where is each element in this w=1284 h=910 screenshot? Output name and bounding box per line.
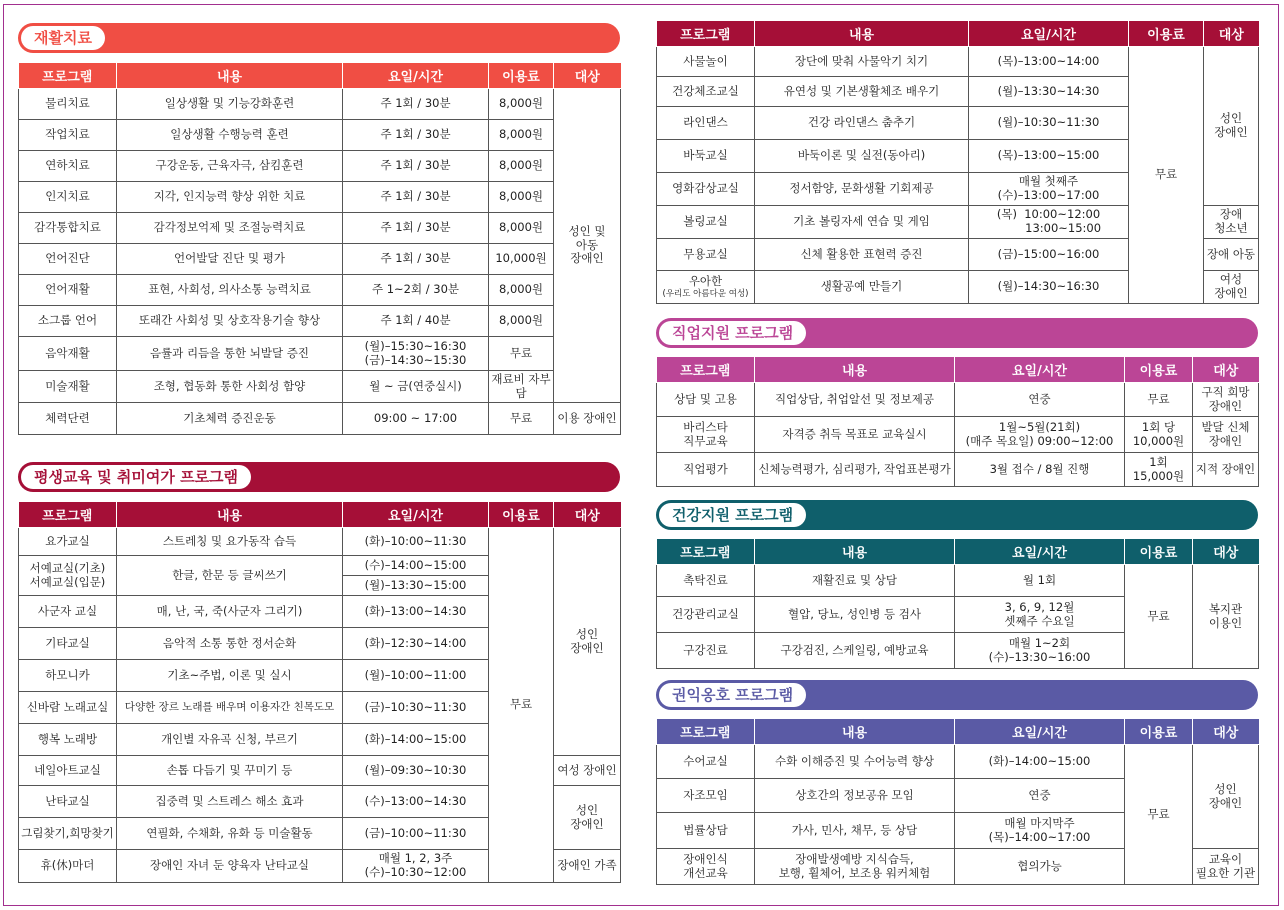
target-cell: 복지관 이용인 <box>1193 565 1259 669</box>
table-cell: (목)–13:00~15:00 <box>969 140 1129 173</box>
table-cell: 건강 라인댄스 춤추기 <box>755 107 969 140</box>
table-cell: 네일아트교실 <box>19 756 117 786</box>
table-cell: 유연성 및 기본생활체조 배우기 <box>755 77 969 107</box>
table-cell: 1회 당 10,000원 <box>1125 417 1193 453</box>
table-cell: 매월 마지막주 (목)–14:00~17:00 <box>955 813 1125 849</box>
table-cell: (화)–10:00~11:30 <box>343 528 489 556</box>
job-banner <box>656 318 1258 348</box>
table-cell: 수화 이해증진 및 수어능력 향상 <box>755 745 955 779</box>
col-header-target: 대상 <box>554 502 621 528</box>
health-title: 건강지원 프로그램 <box>659 503 806 527</box>
fee-cell: 무료 <box>1125 745 1193 885</box>
col-header-schedule: 요일/시간 <box>955 719 1125 745</box>
target-cell: 장애인 가족 <box>554 850 621 883</box>
table-cell: 주 1회 / 40분 <box>343 306 489 337</box>
table-cell: 언어재활 <box>19 275 117 306</box>
table-cell: 바둑교실 <box>657 140 755 173</box>
table-cell: 신체능력평가, 심리평가, 작업표본평가 <box>755 453 955 487</box>
table-cell: (목) 10:00~12:00 13:00~15:00 <box>969 206 1129 239</box>
table-cell: 재활진료 및 상담 <box>755 565 955 597</box>
table-cell: (월)–10:30~11:30 <box>969 107 1129 140</box>
col-header-content: 내용 <box>755 357 955 383</box>
table-cell: 요가교실 <box>19 528 117 556</box>
table-cell: 언어진단 <box>19 244 117 275</box>
table-cell: (화)–14:00~15:00 <box>343 724 489 756</box>
col-header-target: 대상 <box>1193 539 1259 565</box>
job-table <box>656 357 1259 487</box>
col-header-content: 내용 <box>755 21 969 47</box>
table-cell: 주 1~2회 / 30분 <box>343 275 489 306</box>
table-cell: 일상생활 및 기능강화훈련 <box>117 89 343 120</box>
table-cell: (월)–15:30~16:30 (금)–14:30~15:30 <box>343 337 489 371</box>
target-cell: 지적 장애인 <box>1193 453 1259 487</box>
table-cell: 8,000원 <box>489 89 554 120</box>
table-cell: (금)–15:00~16:00 <box>969 239 1129 271</box>
table-cell: 집중력 및 스트레스 해소 효과 <box>117 786 343 818</box>
table-cell: 직업상담, 취업알선 및 정보제공 <box>755 383 955 417</box>
table-cell: 다양한 장르 노래를 배우며 이용자간 친목도모 <box>117 692 343 724</box>
table-cell: 기초~주법, 이론 및 실시 <box>117 660 343 692</box>
table-cell: 장애인 자녀 둔 양육자 난타교실 <box>117 850 343 883</box>
rehab-table <box>18 63 621 435</box>
target-cell: 여성 장애인 <box>1204 271 1259 304</box>
table-cell: 8,000원 <box>489 120 554 151</box>
table-cell: 구강운동, 근육자극, 삼킴훈련 <box>117 151 343 182</box>
col-header-target: 대상 <box>1204 21 1259 47</box>
table-cell: 사물놀이 <box>657 47 755 77</box>
table-cell: 신바람 노래교실 <box>19 692 117 724</box>
target-cell: 장애 아동 <box>1204 239 1259 271</box>
table-cell: 주 1회 / 30분 <box>343 213 489 244</box>
table-cell: 장애발생예방 지식습득, 보행, 휠체어, 보조용 워커체험 <box>755 849 955 885</box>
table-cell: 바둑이론 및 실전(동아리) <box>755 140 969 173</box>
table-cell: 주 1회 / 30분 <box>343 151 489 182</box>
table-cell: 물리치료 <box>19 89 117 120</box>
table-cell: 법률상담 <box>657 813 755 849</box>
col-header-content: 내용 <box>755 719 955 745</box>
col-header-schedule: 요일/시간 <box>955 539 1125 565</box>
col-header-content: 내용 <box>117 63 343 89</box>
target-cell: 성인 장애인 <box>1193 745 1259 849</box>
col-header-program: 프로그램 <box>657 719 755 745</box>
table-cell: 재료비 자부담 <box>489 371 554 403</box>
table-cell: 일상생활 수행능력 훈련 <box>117 120 343 151</box>
table-cell: 구강검진, 스케일링, 예방교육 <box>755 633 955 669</box>
table-cell: 3, 6, 9, 12월 셋째주 수요일 <box>955 597 1125 633</box>
table-cell: 구강진료 <box>657 633 755 669</box>
col-header-target: 대상 <box>1193 357 1259 383</box>
col-header-fee: 이용료 <box>1125 719 1193 745</box>
table-cell: (화)–14:00~15:00 <box>955 745 1125 779</box>
table-cell: 무용교실 <box>657 239 755 271</box>
table-cell: 주 1회 / 30분 <box>343 182 489 213</box>
table-cell: 장단에 맞춰 사물악기 치기 <box>755 47 969 77</box>
col-header-target: 대상 <box>1193 719 1259 745</box>
rights-title: 권익옹호 프로그램 <box>659 683 806 707</box>
table-cell: (목)–13:00~14:00 <box>969 47 1129 77</box>
table-cell: 건강체조교실 <box>657 77 755 107</box>
table-cell: 볼링교실 <box>657 206 755 239</box>
table-cell: (월)–10:00~11:00 <box>343 660 489 692</box>
table-cell: 체력단련 <box>19 403 117 435</box>
health-banner <box>656 500 1258 530</box>
health-table <box>656 539 1259 669</box>
rights-banner <box>656 680 1258 710</box>
target-cell: 이용 장애인 <box>554 403 621 435</box>
target-cell: 교육이 필요한 기관 <box>1193 849 1259 885</box>
table-cell: 무료 <box>1125 383 1193 417</box>
table-cell: 주 1회 / 30분 <box>343 244 489 275</box>
table-cell: (화)–12:30~14:00 <box>343 628 489 660</box>
target-cell: 여성 장애인 <box>554 756 621 786</box>
table-cell: (월)–13:30~15:00 <box>343 576 489 596</box>
table-cell: 서예교실(기초) 서예교실(입문) <box>19 556 117 596</box>
col-header-fee: 이용료 <box>1125 357 1193 383</box>
table-cell: 연필화, 수채화, 유화 등 미술활동 <box>117 818 343 850</box>
col-header-content: 내용 <box>117 502 343 528</box>
col-header-fee: 이용료 <box>489 502 554 528</box>
col-header-schedule: 요일/시간 <box>969 21 1129 47</box>
table-cell: 건강관리교실 <box>657 597 755 633</box>
table-cell: 협의가능 <box>955 849 1125 885</box>
table-cell: (화)–13:00~14:30 <box>343 596 489 628</box>
table-cell: 음악적 소통 통한 정서순화 <box>117 628 343 660</box>
table-cell: 바리스타 직무교육 <box>657 417 755 453</box>
table-cell: 8,000원 <box>489 151 554 182</box>
target-cell: 성인 및 아동 장애인 <box>554 89 621 403</box>
fee-cell: 무료 <box>489 528 554 883</box>
table-cell: 음률과 리듬을 통한 뇌발달 증진 <box>117 337 343 371</box>
col-header-fee: 이용료 <box>1125 539 1193 565</box>
table-cell: (월)–09:30~10:30 <box>343 756 489 786</box>
table-cell: 8,000원 <box>489 275 554 306</box>
col-header-program: 프로그램 <box>657 21 755 47</box>
table-cell: 8,000원 <box>489 306 554 337</box>
table-cell: 1월~5월(21회) (매주 목요일) 09:00~12:00 <box>955 417 1125 453</box>
table-cell: 주 1회 / 30분 <box>343 120 489 151</box>
table-cell: 인지치료 <box>19 182 117 213</box>
table-cell: 매, 난, 국, 죽(사군자 그리기) <box>117 596 343 628</box>
table-cell: 10,000원 <box>489 244 554 275</box>
target-cell: 구직 희망 장애인 <box>1193 383 1259 417</box>
leisure-continued-table <box>656 21 1259 304</box>
table-cell <box>657 271 755 304</box>
col-header-schedule: 요일/시간 <box>343 502 489 528</box>
rehab-title: 재활치료 <box>21 26 105 50</box>
table-cell: 언어발달 진단 및 평가 <box>117 244 343 275</box>
table-cell: 개인별 자유곡 신청, 부르기 <box>117 724 343 756</box>
program-name: 우아한 <box>688 274 723 288</box>
table-cell: 연중 <box>955 779 1125 813</box>
table-cell: 기타교실 <box>19 628 117 660</box>
table-cell: 상호간의 정보공유 모임 <box>755 779 955 813</box>
table-cell: 3월 접수 / 8월 진행 <box>955 453 1125 487</box>
table-cell: 스트레칭 및 요가동작 습득 <box>117 528 343 556</box>
col-header-schedule: 요일/시간 <box>955 357 1125 383</box>
table-cell: 월 1회 <box>955 565 1125 597</box>
fee-cell: 무료 <box>1129 47 1204 304</box>
table-cell: 자격증 취득 목표로 교육실시 <box>755 417 955 453</box>
table-cell: 장애인식 개선교육 <box>657 849 755 885</box>
job-title: 직업지원 프로그램 <box>659 321 806 345</box>
col-header-fee: 이용료 <box>489 63 554 89</box>
program-subname: (우리도 아름다운 여성) <box>662 288 749 299</box>
table-cell: 표현, 사회성, 의사소통 능력치료 <box>117 275 343 306</box>
table-cell: 작업치료 <box>19 120 117 151</box>
table-cell: 무료 <box>489 403 554 435</box>
table-cell: 1회 15,000원 <box>1125 453 1193 487</box>
lifelong-banner <box>18 462 620 492</box>
table-cell: (금)–10:00~11:30 <box>343 818 489 850</box>
target-cell: 성인 장애인 <box>554 786 621 850</box>
table-cell: 09:00 ~ 17:00 <box>343 403 489 435</box>
table-cell: 8,000원 <box>489 182 554 213</box>
table-cell: 미술재활 <box>19 371 117 403</box>
table-cell: 가사, 민사, 채무, 등 상담 <box>755 813 955 849</box>
table-cell: (금)–10:30~11:30 <box>343 692 489 724</box>
rehab-banner <box>18 23 620 53</box>
table-cell: 기초 볼링자세 연습 및 게임 <box>755 206 969 239</box>
table-cell: 매월 첫째주 (수)–13:00~17:00 <box>969 173 1129 206</box>
table-cell: (수)–14:00~15:00 <box>343 556 489 576</box>
col-header-program: 프로그램 <box>19 502 117 528</box>
table-cell: 주 1회 / 30분 <box>343 89 489 120</box>
table-cell: 신체 활용한 표현력 증진 <box>755 239 969 271</box>
table-cell: 소그룹 언어 <box>19 306 117 337</box>
table-cell: 직업평가 <box>657 453 755 487</box>
table-cell: 영화감상교실 <box>657 173 755 206</box>
table-cell: 연중 <box>955 383 1125 417</box>
table-cell: 음악재활 <box>19 337 117 371</box>
table-cell: 혈압, 당뇨, 성인병 등 검사 <box>755 597 955 633</box>
table-cell: 매월 1~2회 (수)–13:30~16:00 <box>955 633 1125 669</box>
table-cell: 행복 노래방 <box>19 724 117 756</box>
table-cell: 연하치료 <box>19 151 117 182</box>
rights-table <box>656 719 1259 885</box>
col-header-schedule: 요일/시간 <box>343 63 489 89</box>
col-header-fee: 이용료 <box>1129 21 1204 47</box>
lifelong-table <box>18 502 621 883</box>
lifelong-title: 평생교육 및 취미여가 프로그램 <box>21 465 251 489</box>
table-cell: 난타교실 <box>19 786 117 818</box>
table-cell: (월)–13:30~14:30 <box>969 77 1129 107</box>
target-cell: 성인 장애인 <box>554 528 621 756</box>
table-cell: 그림찾기,희망찾기 <box>19 818 117 850</box>
table-cell: 촉탁진료 <box>657 565 755 597</box>
table-cell: 매월 1, 2, 3주 (수)–10:30~12:00 <box>343 850 489 883</box>
table-cell: 8,000원 <box>489 213 554 244</box>
col-header-program: 프로그램 <box>19 63 117 89</box>
table-cell: 한글, 한문 등 글씨쓰기 <box>117 556 343 596</box>
col-header-content: 내용 <box>755 539 955 565</box>
table-cell: 또래간 사회성 및 상호작용기술 향상 <box>117 306 343 337</box>
col-header-target: 대상 <box>554 63 621 89</box>
table-cell: 무료 <box>489 337 554 371</box>
col-header-program: 프로그램 <box>657 357 755 383</box>
table-cell: 조형, 협동화 통한 사회성 함양 <box>117 371 343 403</box>
col-header-program: 프로그램 <box>657 539 755 565</box>
table-cell: 생활공예 만들기 <box>755 271 969 304</box>
table-cell: 사군자 교실 <box>19 596 117 628</box>
target-cell: 성인 장애인 <box>1204 47 1259 206</box>
target-cell: 장애 청소년 <box>1204 206 1259 239</box>
table-cell: 기초체력 증진운동 <box>117 403 343 435</box>
table-cell: 손톱 다듬기 및 꾸미기 등 <box>117 756 343 786</box>
table-cell: 상담 및 고용 <box>657 383 755 417</box>
table-cell: 수어교실 <box>657 745 755 779</box>
table-cell: 감각통합치료 <box>19 213 117 244</box>
table-cell: 하모니카 <box>19 660 117 692</box>
fee-cell: 무료 <box>1125 565 1193 669</box>
table-cell: (수)–13:00~14:30 <box>343 786 489 818</box>
table-cell: 라인댄스 <box>657 107 755 140</box>
table-cell: 휴(休)마더 <box>19 850 117 883</box>
table-cell: 자조모임 <box>657 779 755 813</box>
target-cell: 발달 신체 장애인 <box>1193 417 1259 453</box>
table-cell: 월 ~ 금(연중실시) <box>343 371 489 403</box>
table-cell: (월)–14:30~16:30 <box>969 271 1129 304</box>
table-cell: 정서함양, 문화생활 기회제공 <box>755 173 969 206</box>
table-cell: 감각정보억제 및 조절능력치료 <box>117 213 343 244</box>
table-cell: 지각, 인지능력 향상 위한 치료 <box>117 182 343 213</box>
